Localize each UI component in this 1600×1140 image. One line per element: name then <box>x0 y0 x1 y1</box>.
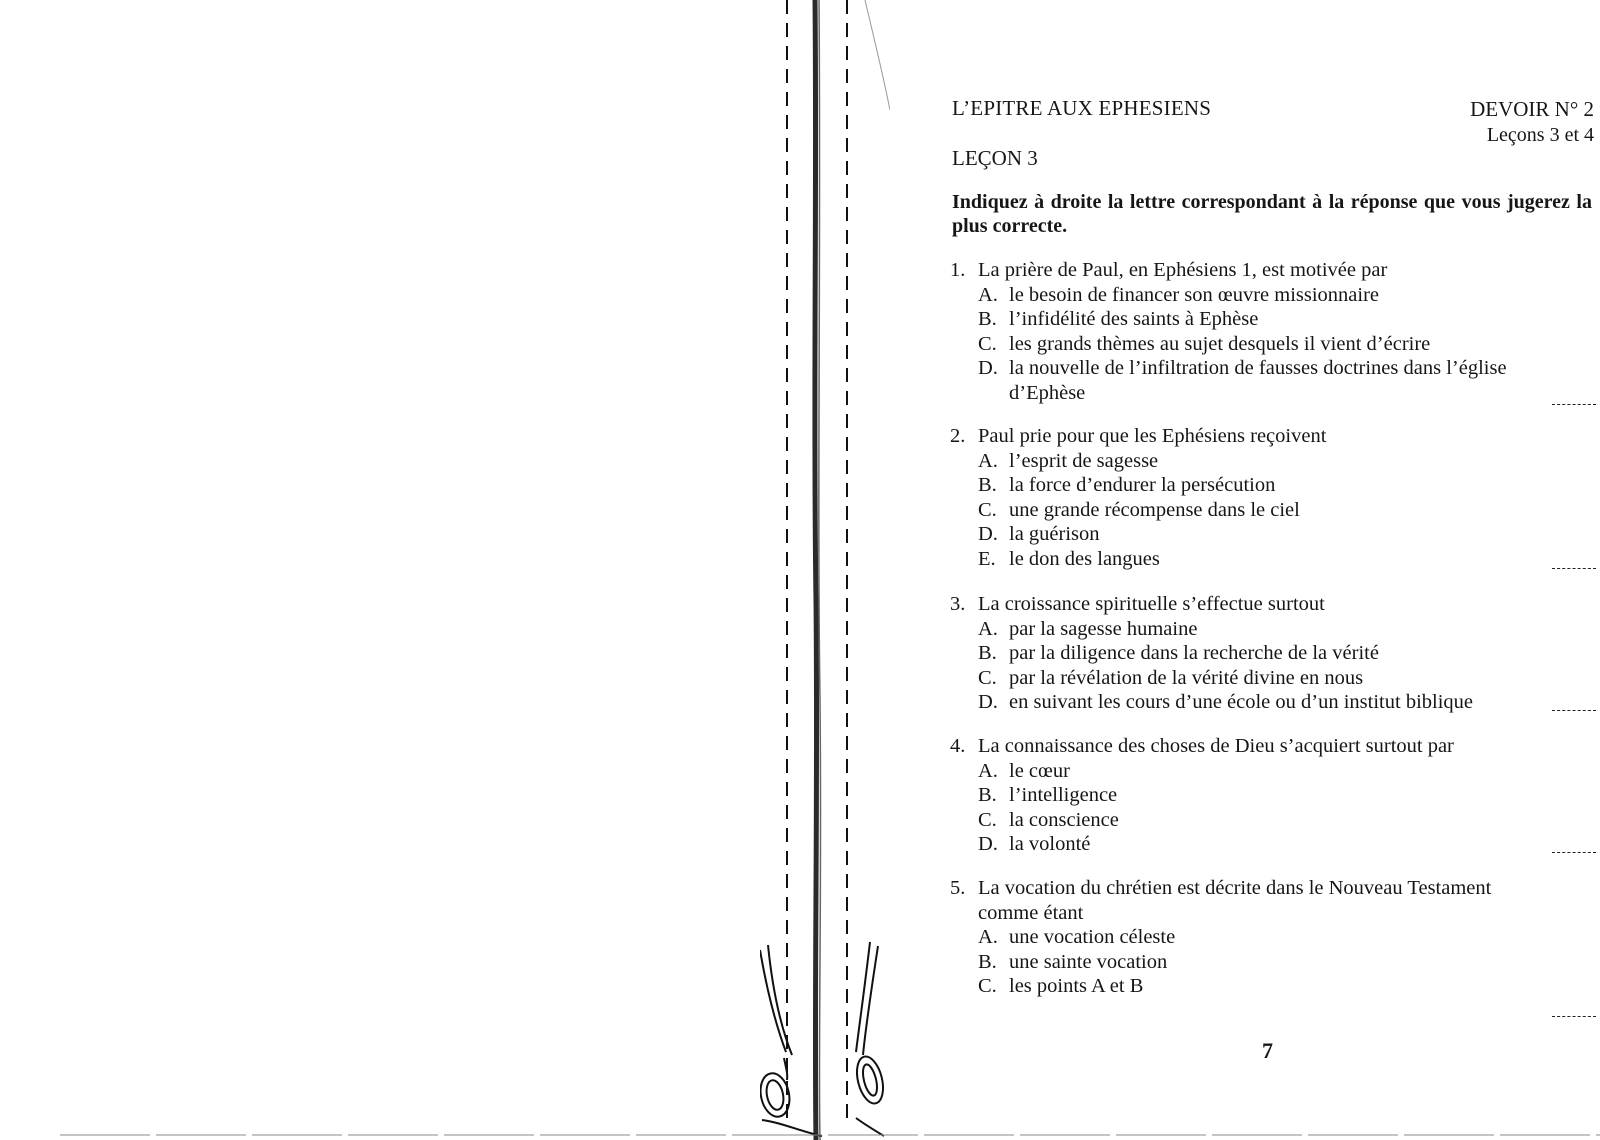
option-d: D. la volonté <box>978 833 1091 855</box>
question-4 <box>950 734 1550 857</box>
option-b: B. l’infidélité des saints à Ephèse <box>978 308 1259 330</box>
option-c: C. par la révélation de la vérité divine en nous <box>978 666 1364 689</box>
question-number: 4. <box>950 735 966 757</box>
answer-blank-1[interactable] <box>1552 404 1596 405</box>
option-b: B. l’intelligence <box>978 784 1118 806</box>
assignment-number: DEVOIR N° 2 <box>1470 97 1594 121</box>
question-number: 5. <box>950 877 966 899</box>
question-text: La vocation du chrétien est décrite dans le Nouveau Testament comme étant <box>978 877 1492 924</box>
question-1 <box>950 258 1550 405</box>
question-2 <box>950 424 1550 571</box>
lessons-range: Leçons 3 et 4 <box>1486 124 1594 146</box>
instructions: Indiquez à droite la lettre correspondant à la réponse que vous jugerez la plus correcte. <box>952 191 1592 237</box>
option-a: A. par la sagesse humaine <box>978 617 1198 640</box>
option-e: E. le don des langues <box>978 547 1160 570</box>
answer-blank-3[interactable] <box>1552 710 1596 711</box>
cut-line-margin <box>760 0 890 1140</box>
bottom-edge-line <box>0 1134 1600 1136</box>
option-d: D. la nouvelle de l’infiltration de fausses doctrines dans l’église d’Ephèse <box>978 357 1507 404</box>
option-c: C. la conscience <box>978 808 1119 831</box>
question-number: 1. <box>950 259 966 281</box>
option-c: C. les points A et B <box>978 975 1144 997</box>
question-3 <box>950 592 1550 715</box>
question-text: La croissance spirituelle s’effectue surtout <box>978 593 1325 615</box>
answer-blank-5[interactable] <box>1552 1016 1596 1017</box>
question-5 <box>950 876 1550 999</box>
page-number: 7 <box>1262 1038 1273 1063</box>
question-number: 2. <box>950 425 966 447</box>
option-a: A. le cœur <box>978 759 1070 782</box>
answer-blank-4[interactable] <box>1552 852 1596 853</box>
question-text: La connaissance des choses de Dieu s’acquiert surtout par <box>978 735 1454 757</box>
option-c: C. une grande récompense dans le ciel <box>978 498 1300 521</box>
option-b: B. une sainte vocation <box>978 950 1168 973</box>
scissors-left-icon <box>760 945 822 1136</box>
option-c: C. les grands thèmes au sujet desquels il vient d’écrire <box>978 332 1431 355</box>
scissors-right-icon <box>853 942 888 1136</box>
option-d: D. la guérison <box>978 523 1100 545</box>
option-a: A. une vocation céleste <box>978 926 1176 948</box>
question-text: La prière de Paul, en Ephésiens 1, est motivée par <box>978 259 1388 281</box>
course-title: L’EPITRE AUX EPHESIENS <box>952 96 1212 120</box>
question-text: Paul prie pour que les Ephésiens reçoivent <box>978 425 1327 447</box>
option-a: A. le besoin de financer son œuvre missionnaire <box>978 283 1380 306</box>
option-d: D. en suivant les cours d’une école ou d’un institut biblique <box>978 691 1474 713</box>
option-b: B. la force d’endurer la persécution <box>978 474 1276 496</box>
option-b: B. par la diligence dans la recherche de la vérité <box>978 642 1379 664</box>
option-a: A. l’esprit de sagesse <box>978 449 1159 472</box>
question-number: 3. <box>950 593 966 615</box>
answer-blank-2[interactable] <box>1552 568 1596 569</box>
assignment-header <box>1470 96 1594 148</box>
lesson-label: LEÇON 3 <box>952 146 1038 170</box>
dashed-cut-lines <box>760 0 890 1140</box>
